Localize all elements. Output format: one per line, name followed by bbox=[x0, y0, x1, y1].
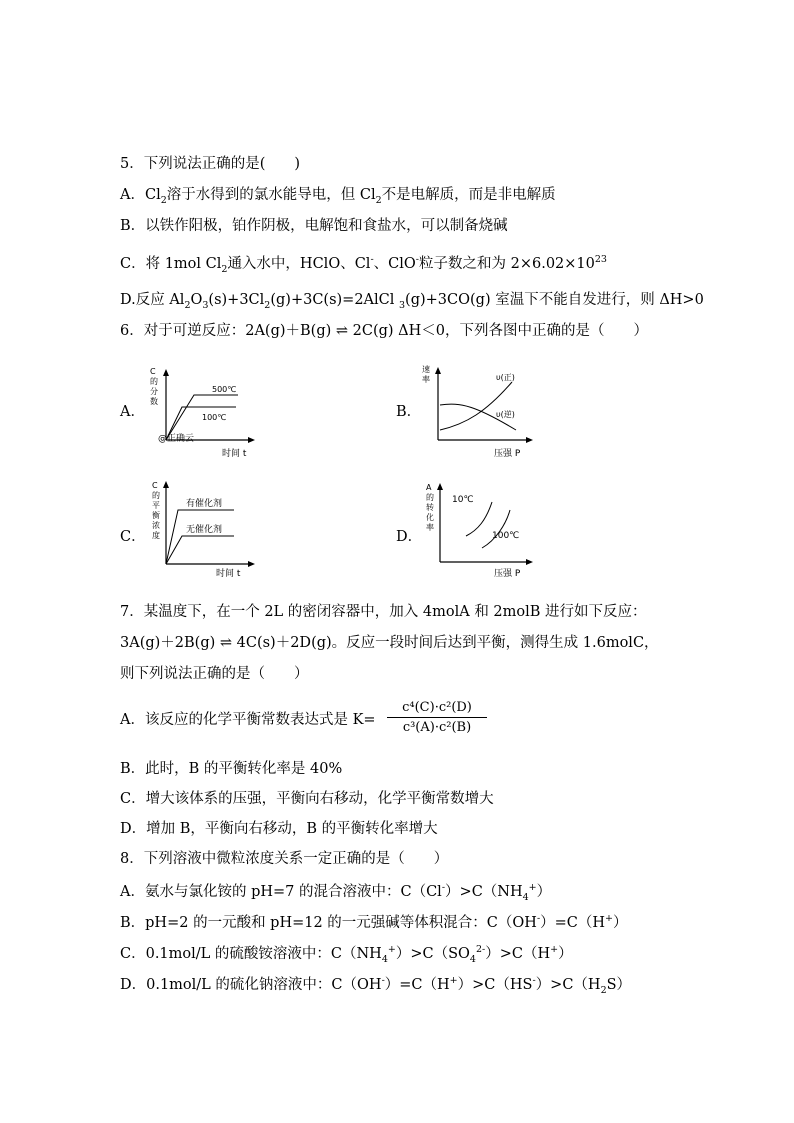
graph-b-curve-forward: υ(正) bbox=[496, 373, 515, 382]
q8-option-c: C．0.1mol/L 的硫酸铵溶液中：$C(NH_4^+)>C(SO_4^{2-})>C(H^+)$ bbox=[120, 944, 573, 965]
graph-c-xlabel: 时间 t bbox=[216, 569, 241, 579]
graph-c-ylabel-4: 衡 bbox=[152, 511, 160, 520]
graph-d-ylabel-3: 转 bbox=[426, 503, 434, 512]
graph-d-xlabel: 压强 P bbox=[494, 569, 521, 579]
q7-stem-line1: 7．某温度下，在一个 2L 的密闭容器中，加入 4molA 和 2molB 进行如下反应： bbox=[120, 604, 647, 620]
q6-label-b: B． bbox=[396, 404, 422, 420]
graph-d-ylabel-5: 率 bbox=[426, 523, 434, 532]
q7-fraction-denominator: c³(A)·c²(B) bbox=[402, 720, 472, 735]
graph-d bbox=[416, 480, 541, 580]
q5-stem: 5．下列说法正确的是( ) bbox=[120, 156, 301, 172]
graph-a bbox=[142, 362, 262, 462]
graph-c-curve-no-catalyst: 无催化剂 bbox=[186, 525, 223, 535]
q5-option-b: B．以铁作阳极，铂作阴极，电解饱和食盐水，可以制备烧碱 bbox=[120, 218, 508, 234]
graph-c-curve-catalyst: 有催化剂 bbox=[186, 499, 223, 509]
q7-option-a-fraction bbox=[387, 700, 487, 735]
graph-b-xlabel: 压强 P bbox=[494, 449, 521, 459]
q6-label-c: C． bbox=[120, 529, 146, 545]
q7-fraction-numerator: c⁴(C)·c²(D) bbox=[387, 700, 487, 718]
q7-option-a: A．该反应的化学平衡常数表达式是 K= bbox=[120, 712, 376, 728]
graph-c-ylabel-6: 度 bbox=[152, 531, 160, 540]
q6-label-a: A． bbox=[120, 404, 145, 420]
q7-option-b: B．此时，B 的平衡转化率是 40% bbox=[120, 761, 343, 777]
q5-option-d: D.反应 $Al_2O_3(s)+3Cl_2(g)+3C(s)=2AlCl$ $_3$(g)+3CO(g) 室温下不能自发进行，则 ΔH>0 bbox=[120, 292, 704, 311]
graph-b bbox=[416, 360, 541, 460]
graph-b-ylabel-2: 率 bbox=[422, 375, 430, 384]
graph-a-xlabel: 时间 t bbox=[222, 449, 247, 459]
q5-option-a: A．$Cl_2$溶于水得到的氯水能导电，但 $Cl_2$不是电解质，而是非电解质 bbox=[120, 187, 556, 206]
q6-label-d: D． bbox=[396, 529, 423, 545]
q8-option-a: A．氨水与氯化铵的 pH=7 的混合溶液中：$C(Cl^-)>C(NH_4^+)$ bbox=[120, 882, 552, 903]
q8-option-d: D．0.1mol/L 的硫化钠溶液中：$C(OH^-)=C(H^+)>C(HS^-)>C(H_2S)$ bbox=[120, 975, 632, 996]
q7-option-d: D．增加 B，平衡向右移动，B 的平衡转化率增大 bbox=[120, 821, 438, 837]
graph-d-curve-10: 10℃ bbox=[452, 495, 474, 505]
graph-a-watermark: @正确云 bbox=[158, 434, 195, 444]
graph-c-ylabel-5: 浓 bbox=[152, 521, 160, 530]
graph-d-ylabel-2: 的 bbox=[426, 493, 434, 502]
graph-a-ylabel-1: C bbox=[150, 367, 156, 376]
graph-c-ylabel-1: C bbox=[152, 481, 158, 490]
graph-a-ylabel-2: 的 bbox=[150, 377, 158, 386]
graph-d-curve-100: 100℃ bbox=[492, 531, 520, 541]
graph-a-curve-100: 100℃ bbox=[202, 413, 227, 422]
q5-option-c: C．将 1mol $Cl_2$通入水中，HClO、Cl-、ClO-粒子数之和为 $2\times 6.02\times 10^{23}$ bbox=[120, 254, 607, 275]
graph-b-curve-reverse: υ(逆) bbox=[496, 410, 515, 419]
graph-a-curve-500: 500℃ bbox=[212, 385, 237, 394]
q6-stem: 6．对于可逆反应：2A(g)＋B(g) ⇌ 2C(g) ΔH＜0，下列各图中正确的是（ ） bbox=[120, 323, 649, 339]
graph-c-ylabel-3: 平 bbox=[152, 501, 160, 510]
q8-option-b: B．pH=2 的一元酸和 pH=12 的一元强碱等体积混合：C（OH-）=C（H+） bbox=[120, 913, 628, 931]
graph-a-ylabel-4: 数 bbox=[150, 397, 158, 406]
q7-stem-line3: 则下列说法正确的是（ ） bbox=[120, 666, 309, 682]
graph-d-ylabel-1: A bbox=[426, 483, 432, 492]
graph-d-ylabel-4: 化 bbox=[426, 513, 434, 522]
q7-option-c: C．增大该体系的压强，平衡向右移动，化学平衡常数增大 bbox=[120, 791, 494, 807]
graph-a-ylabel-3: 分 bbox=[150, 387, 158, 396]
graph-c-ylabel-2: 的 bbox=[152, 491, 160, 500]
graph-b-ylabel-1: 速 bbox=[422, 365, 430, 374]
q8-stem: 8．下列溶液中微粒浓度关系一定正确的是（ ） bbox=[120, 851, 449, 867]
q7-stem-line2: 3A(g)＋2B(g) ⇌ 4C(s)＋2D(g)。反应一段时间后达到平衡，测得生成 1.6molC， bbox=[120, 635, 659, 651]
graph-c bbox=[142, 480, 262, 580]
